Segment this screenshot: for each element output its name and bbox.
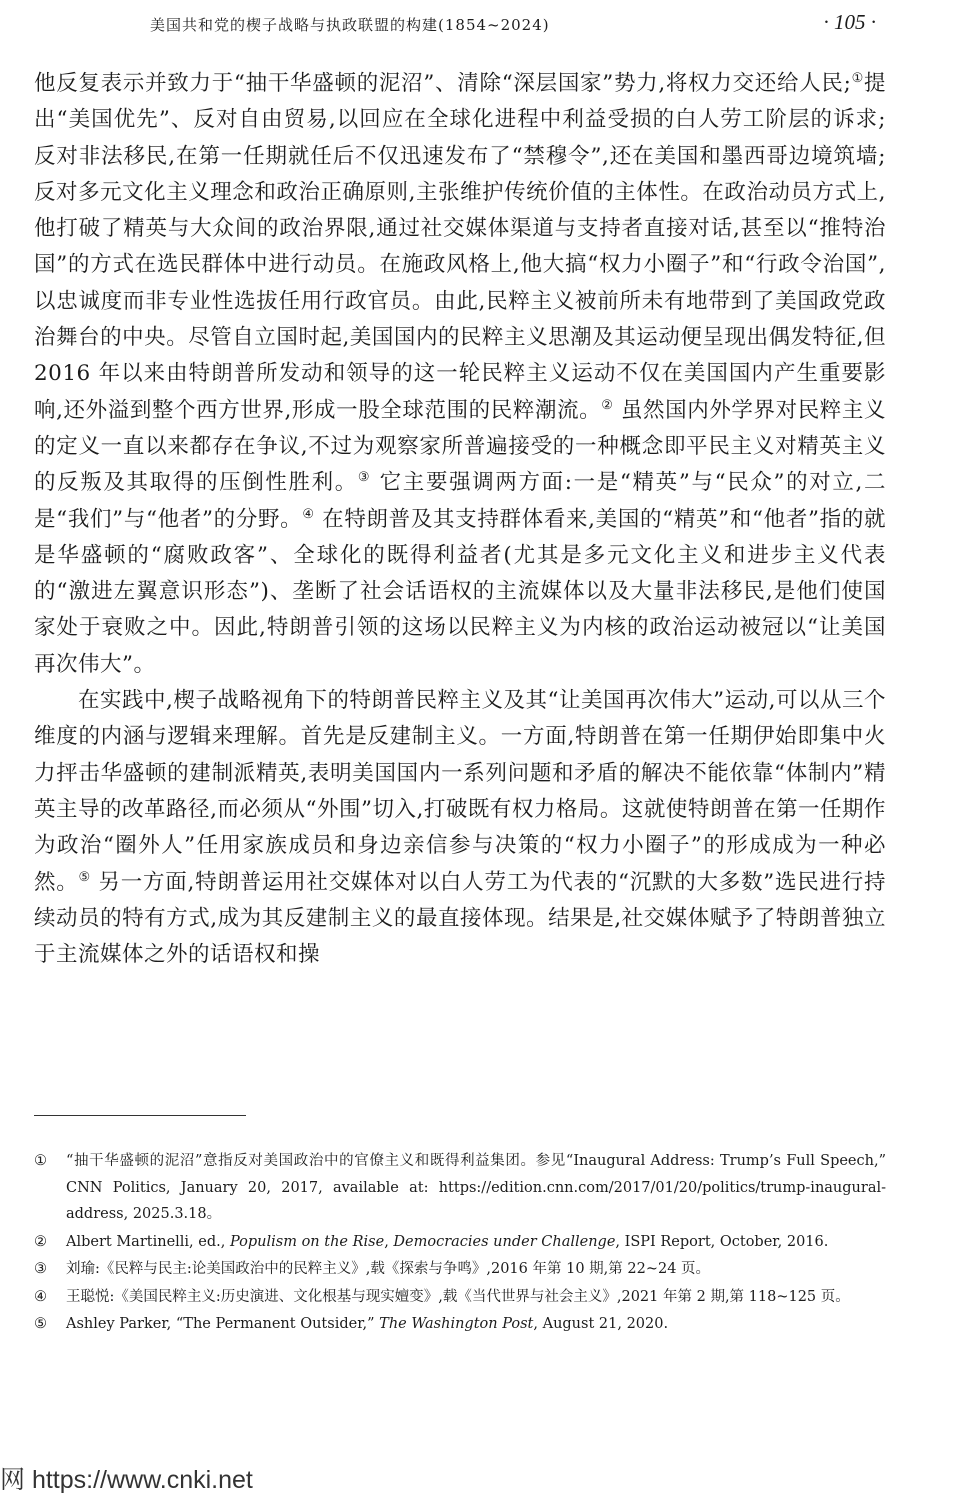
footnote-number: ② bbox=[34, 1233, 47, 1250]
footnote-marker: ① bbox=[851, 70, 864, 86]
footnote-marker: ⑤ bbox=[78, 869, 91, 885]
text-run: 另一方面,特朗普运用社交媒体对以白人劳工为代表的“沉默的大多数”选民进行持续动员的特有方式,成为其反建制主义的最直接体现。结果是,社交媒体赋予了特朗普独立于主流媒体之外的话语权和操 bbox=[34, 869, 887, 968]
italic-title: Populism on the Rise bbox=[229, 1233, 385, 1250]
text-run: Albert Martinelli, ed., bbox=[66, 1233, 230, 1250]
page-number: · 105 · bbox=[823, 10, 876, 34]
text-run: 他反复表示并致力于“抽干华盛顿的泥沼”、清除“深层国家”势力,将权力交还给人民; bbox=[34, 71, 852, 96]
footnote-marker: ③ bbox=[357, 470, 372, 486]
footnote-item bbox=[34, 1256, 886, 1283]
body-text bbox=[34, 66, 886, 973]
text-run: , bbox=[384, 1233, 394, 1250]
text-run: “抽干华盛顿的泥沼”意指反对美国政治中的官僚主义和既得利益集团。参见“Inaugural Address: Trump’s Full Speech,” CNN Politics, January 20, 2017, available at: https://edition.cnn.com/2017/01/20/politics/trump-inaugural-address, 2025.3.18。 bbox=[66, 1153, 886, 1222]
text-run: 它主要强调两方面:一是“精英”与“民众”的对立,二是“我们”与“他者”的分野。 bbox=[34, 470, 886, 532]
footnote-item bbox=[34, 1311, 886, 1338]
footnote-number: ⑤ bbox=[34, 1316, 47, 1332]
footnote-item bbox=[34, 1284, 886, 1311]
footnotes bbox=[34, 1148, 886, 1339]
footnote-number: ④ bbox=[34, 1288, 47, 1305]
text-run: , ISPI Report, October, 2016. bbox=[615, 1233, 829, 1250]
footnote-item bbox=[34, 1229, 886, 1256]
footnote-marker: ② bbox=[601, 397, 614, 413]
paragraph-2 bbox=[34, 683, 886, 973]
text-run: 在实践中,楔子战略视角下的特朗普民粹主义及其“让美国再次伟大”运动,可以从三个维度的内涵与逻辑来理解。首先是反建制主义。一方面,特朗普在第一任期伊始即集中火力抨击华盛顿的建制派精英,表明美国国内一系列问题和矛盾的解决不能依靠“体制内”精英主导的改革路径,而必须从“外围”切入,打破既有权力格局。这就使特朗普在第一任期作为政治“圈外人”任用家族成员和身边亲信参与决策的“权力小圈子”的形成成为一种必然。 bbox=[34, 688, 886, 895]
footnote-number: ③ bbox=[34, 1261, 47, 1277]
italic-title: Democracies under Challenge bbox=[393, 1233, 616, 1250]
text-run: 王聪悦:《美国民粹主义:历史演进、文化根基与现实嬗变》,载《当代世界与社会主义》,2021 年第 2 期,第 118~125 页。 bbox=[66, 1288, 850, 1305]
footnote-number: ① bbox=[34, 1153, 47, 1169]
text-run: , August 21, 2020. bbox=[533, 1316, 669, 1332]
page-header bbox=[0, 8, 972, 40]
text-run: 虽然国内外学界对民粹主义的定义一直以来都存在争议,不过为观察家所普遍接受的一种概念即平民主义对精英主义的反叛及其取得的压倒性胜利。 bbox=[34, 397, 886, 496]
text-run: 在特朗普及其支持群体看来,美国的“精英”和“他者”指的就是华盛顿的“腐败政客”、全球化的既得利益者(尤其是多元文化主义和进步主义代表的“激进左翼意识形态”)、垄断了社会话语权的主流媒体以及大量非法移民,是他们使国家处于衰败之中。因此,特朗普引领的这场以民粹主义为内核的政治运动被冠以“让美国再次伟大”。 bbox=[34, 506, 887, 677]
running-title: 美国共和党的楔子战略与执政联盟的构建(1854~2024) bbox=[150, 16, 550, 34]
text-run: Ashley Parker, “The Permanent Outsider,” bbox=[66, 1316, 380, 1332]
text-run: 刘瑜:《民粹与民主:论美国政治中的民粹主义》,载《探索与争鸣》,2016 年第 10 期,第 22~24 页。 bbox=[66, 1261, 711, 1277]
text-run: 提出“美国优先”、反对自由贸易,以回应在全球化进程中利益受损的白人劳工阶层的诉求;反对非法移民,在第一任期就任后不仅迅速发布了“禁穆令”,还在美国和墨西哥边境筑墙;反对多元文化主义理念和政治正确原则,主张维护传统价值的主体性。在政治动员方式上,他打破了精英与大众间的政治界限,通过社交媒体渠道与支持者直接对话,甚至以“推特治国”的方式在选民群体中进行动员。在施政风格上,他大搞“权力小圈子”和“行政令治国”,以忠诚度而非专业性选拔任用行政官员。由此,民粹主义被前所未有地带到了美国政党政治舞台的中央。尽管自立国时起,美国国内的民粹主义思潮及其运动便呈现出偶发特征,但 2016 年以来由特朗普所发动和领导的这一轮民粹主义运动不仅在美国国内产生重要影响,还外溢到整个西方世界,形成一股全球范围的民粹潮流。 bbox=[34, 71, 886, 423]
footnote-marker: ④ bbox=[302, 506, 315, 522]
italic-title: The Washington Post bbox=[379, 1316, 534, 1332]
cnki-watermark: 网 https://www.cnki.net bbox=[0, 1466, 253, 1494]
paragraph-1 bbox=[34, 66, 886, 683]
footnote-item bbox=[34, 1148, 886, 1228]
footnote-separator bbox=[34, 1115, 246, 1116]
